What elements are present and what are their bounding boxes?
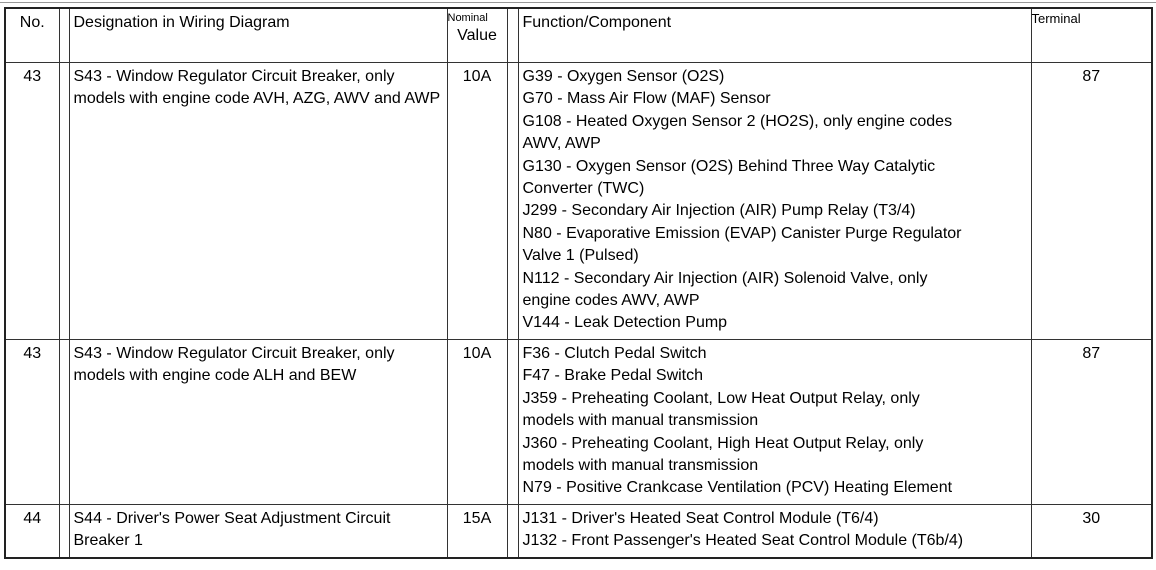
function-line: engine codes AWV, AWP — [522, 292, 700, 310]
function-line: V144 - Leak Detection Pump — [522, 314, 728, 332]
function-line: G130 - Oxygen Sensor (O2S) Behind Three Way Catalytic — [522, 157, 936, 175]
header-designation: Designation in Wiring Diagram — [69, 8, 447, 63]
row-value: 15A — [447, 504, 507, 557]
function-line: G39 - Oxygen Sensor (O2S) — [522, 68, 725, 85]
table-row — [5, 504, 1152, 557]
function-line: models with manual transmission — [522, 456, 759, 474]
row-designation: S43 - Window Regulator Circuit Breaker, only models with engine code AVH, AZG, AWV and AWP — [69, 63, 447, 340]
spacer-cell — [507, 63, 518, 340]
header-nominal: Nominal — [447, 12, 488, 24]
row-designation: S43 - Window Regulator Circuit Breaker, only models with engine code ALH and BEW — [69, 339, 447, 504]
function-line: N79 - Positive Crankcase Ventilation (PCV) Heating Element — [522, 479, 953, 497]
row-functions — [518, 504, 1031, 557]
row-terminal: 87 — [1031, 63, 1152, 340]
row-value: 10A — [447, 63, 507, 340]
function-line: AWV, AWP — [522, 135, 601, 153]
spacer-cell — [507, 339, 518, 504]
row-no: 44 — [5, 504, 59, 557]
spacer-cell — [59, 339, 69, 504]
row-no: 43 — [5, 339, 59, 504]
row-value: 10A — [447, 339, 507, 504]
spacer-cell — [59, 504, 69, 557]
header-value: Value — [457, 27, 497, 44]
spacer-cell — [507, 8, 518, 63]
spacer-cell — [59, 63, 69, 340]
row-terminal: 87 — [1031, 339, 1152, 504]
function-line: F36 - Clutch Pedal Switch — [522, 344, 707, 362]
function-line: F47 - Brake Pedal Switch — [522, 367, 704, 385]
table-row — [5, 339, 1152, 504]
header-row — [5, 8, 1152, 63]
function-line: J299 - Secondary Air Injection (AIR) Pump Relay (T3/4) — [522, 202, 916, 220]
function-line: Valve 1 (Pulsed) — [522, 247, 639, 265]
page-top-rule — [0, 2, 1156, 3]
function-line: G70 - Mass Air Flow (MAF) Sensor — [522, 90, 771, 108]
spacer-cell — [507, 504, 518, 557]
function-line: Converter (TWC) — [522, 180, 645, 198]
function-line: J131 - Driver's Heated Seat Control Module (T6/4) — [522, 509, 879, 527]
fuse-table — [4, 7, 1153, 559]
table-row — [5, 63, 1152, 340]
header-terminal-label: Terminal — [1031, 11, 1081, 26]
function-line: N112 - Secondary Air Injection (AIR) Solenoid Valve, only — [522, 269, 928, 287]
row-functions — [518, 339, 1031, 504]
row-terminal: 30 — [1031, 504, 1152, 557]
row-functions — [518, 63, 1031, 340]
header-nominal-value — [447, 8, 507, 63]
header-no: No. — [5, 8, 59, 63]
header-function: Function/Component — [518, 8, 1031, 63]
function-line: J359 - Preheating Coolant, Low Heat Output Relay, only — [522, 389, 920, 407]
function-line: J132 - Front Passenger's Heated Seat Control Module (T6b/4) — [522, 532, 964, 550]
function-line: J360 - Preheating Coolant, High Heat Output Relay, only — [522, 434, 924, 452]
function-line: G108 - Heated Oxygen Sensor 2 (HO2S), only engine codes — [522, 112, 953, 130]
function-line: models with manual transmission — [522, 412, 759, 430]
spacer-cell — [59, 8, 69, 63]
header-terminal — [1031, 8, 1152, 63]
row-no: 43 — [5, 63, 59, 340]
function-line: N80 - Evaporative Emission (EVAP) Canister Purge Regulator — [522, 224, 962, 242]
row-designation: S44 - Driver's Power Seat Adjustment Circuit Breaker 1 — [69, 504, 447, 557]
